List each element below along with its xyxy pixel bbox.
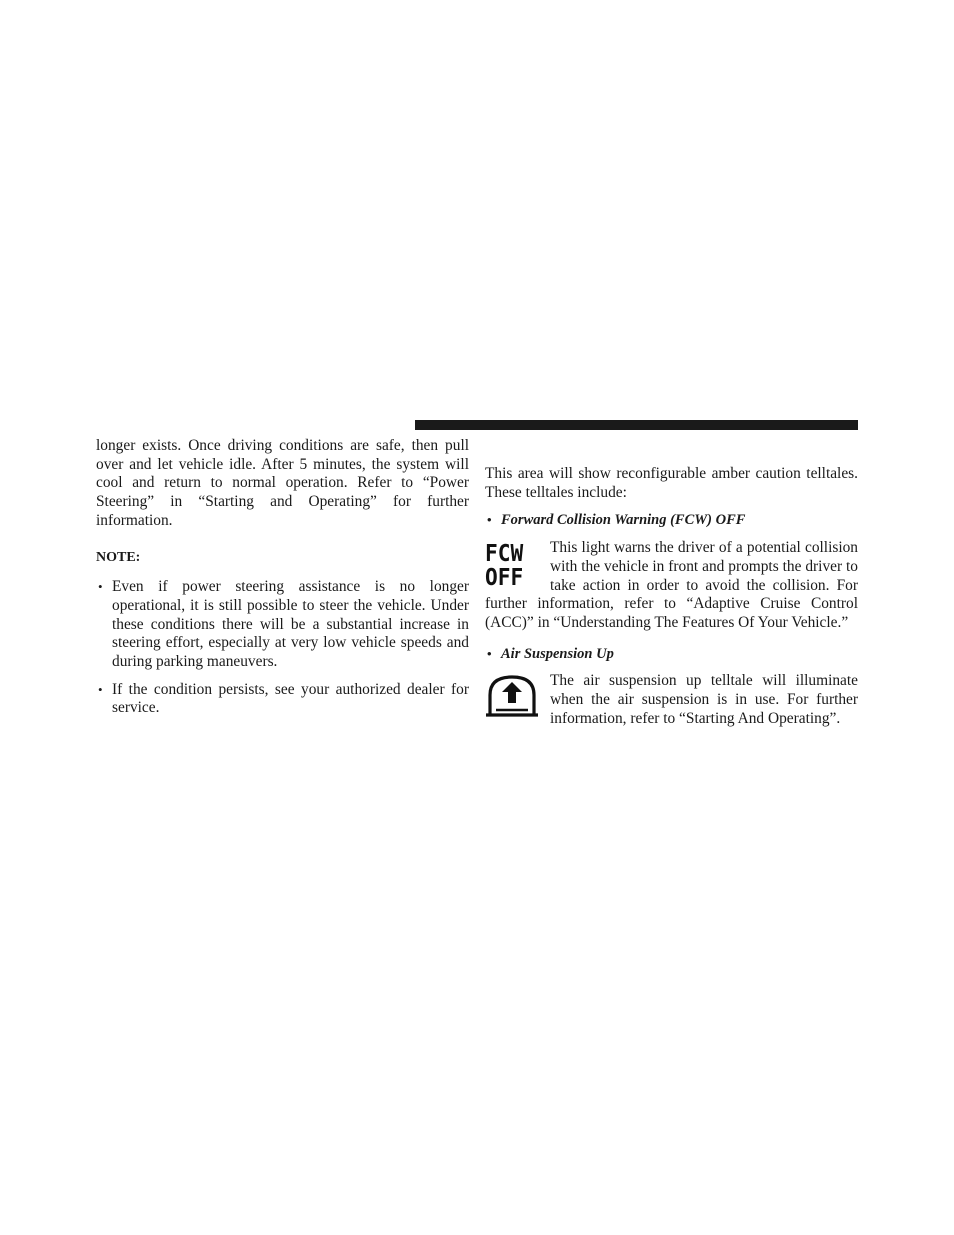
air-suspension-up-icon	[485, 673, 541, 719]
air-suspension-up-telltale	[485, 672, 858, 728]
note-item: • If the condition persists, see your authorized dealer for service.	[96, 681, 469, 718]
note-list	[96, 578, 469, 718]
fcw-icon-text: FCW	[485, 541, 524, 568]
air-suspension-up-description: The air suspension up telltale will illuminate when the air suspension is in use. For further information, refer to “Starting And Operating”.	[550, 672, 858, 727]
note-label: NOTE:	[96, 549, 141, 565]
section-header-rule	[415, 420, 858, 430]
fcw-off-heading: • Forward Collision Warning (FCW) OFF	[485, 511, 858, 530]
telltales-intro: This area will show reconfigurable amber caution telltales. These telltales include:	[485, 465, 858, 501]
fcw-off-telltale	[485, 539, 858, 633]
right-column	[485, 465, 858, 728]
fcw-off-icon	[485, 540, 541, 592]
off-icon-text: OFF	[485, 565, 524, 592]
note-item: • Even if power steering assistance is no longer operational, it is still possible to steer the vehicle. Under these conditions there will be a substantial increase in steering effort, especially at very low vehicle speeds and during parking maneuvers.	[96, 578, 469, 672]
left-column	[96, 437, 469, 718]
fcw-off-description: This light warns the driver of a potential collision with the vehicle in front and prompts the driver to take action in order to avoid the collision. For further information, refer to “Adaptive Cruise Control (ACC)” in “Understanding The Features Of Your Vehicle.”	[485, 539, 858, 631]
continued-paragraph: longer exists. Once driving conditions are safe, then pull over and let vehicle idle. After 5 minutes, the system will cool and return to normal operation. Refer to “Power Steering” in “Starting and Operating” for further information.	[96, 437, 469, 529]
air-suspension-up-heading: • Air Suspension Up	[485, 645, 858, 664]
